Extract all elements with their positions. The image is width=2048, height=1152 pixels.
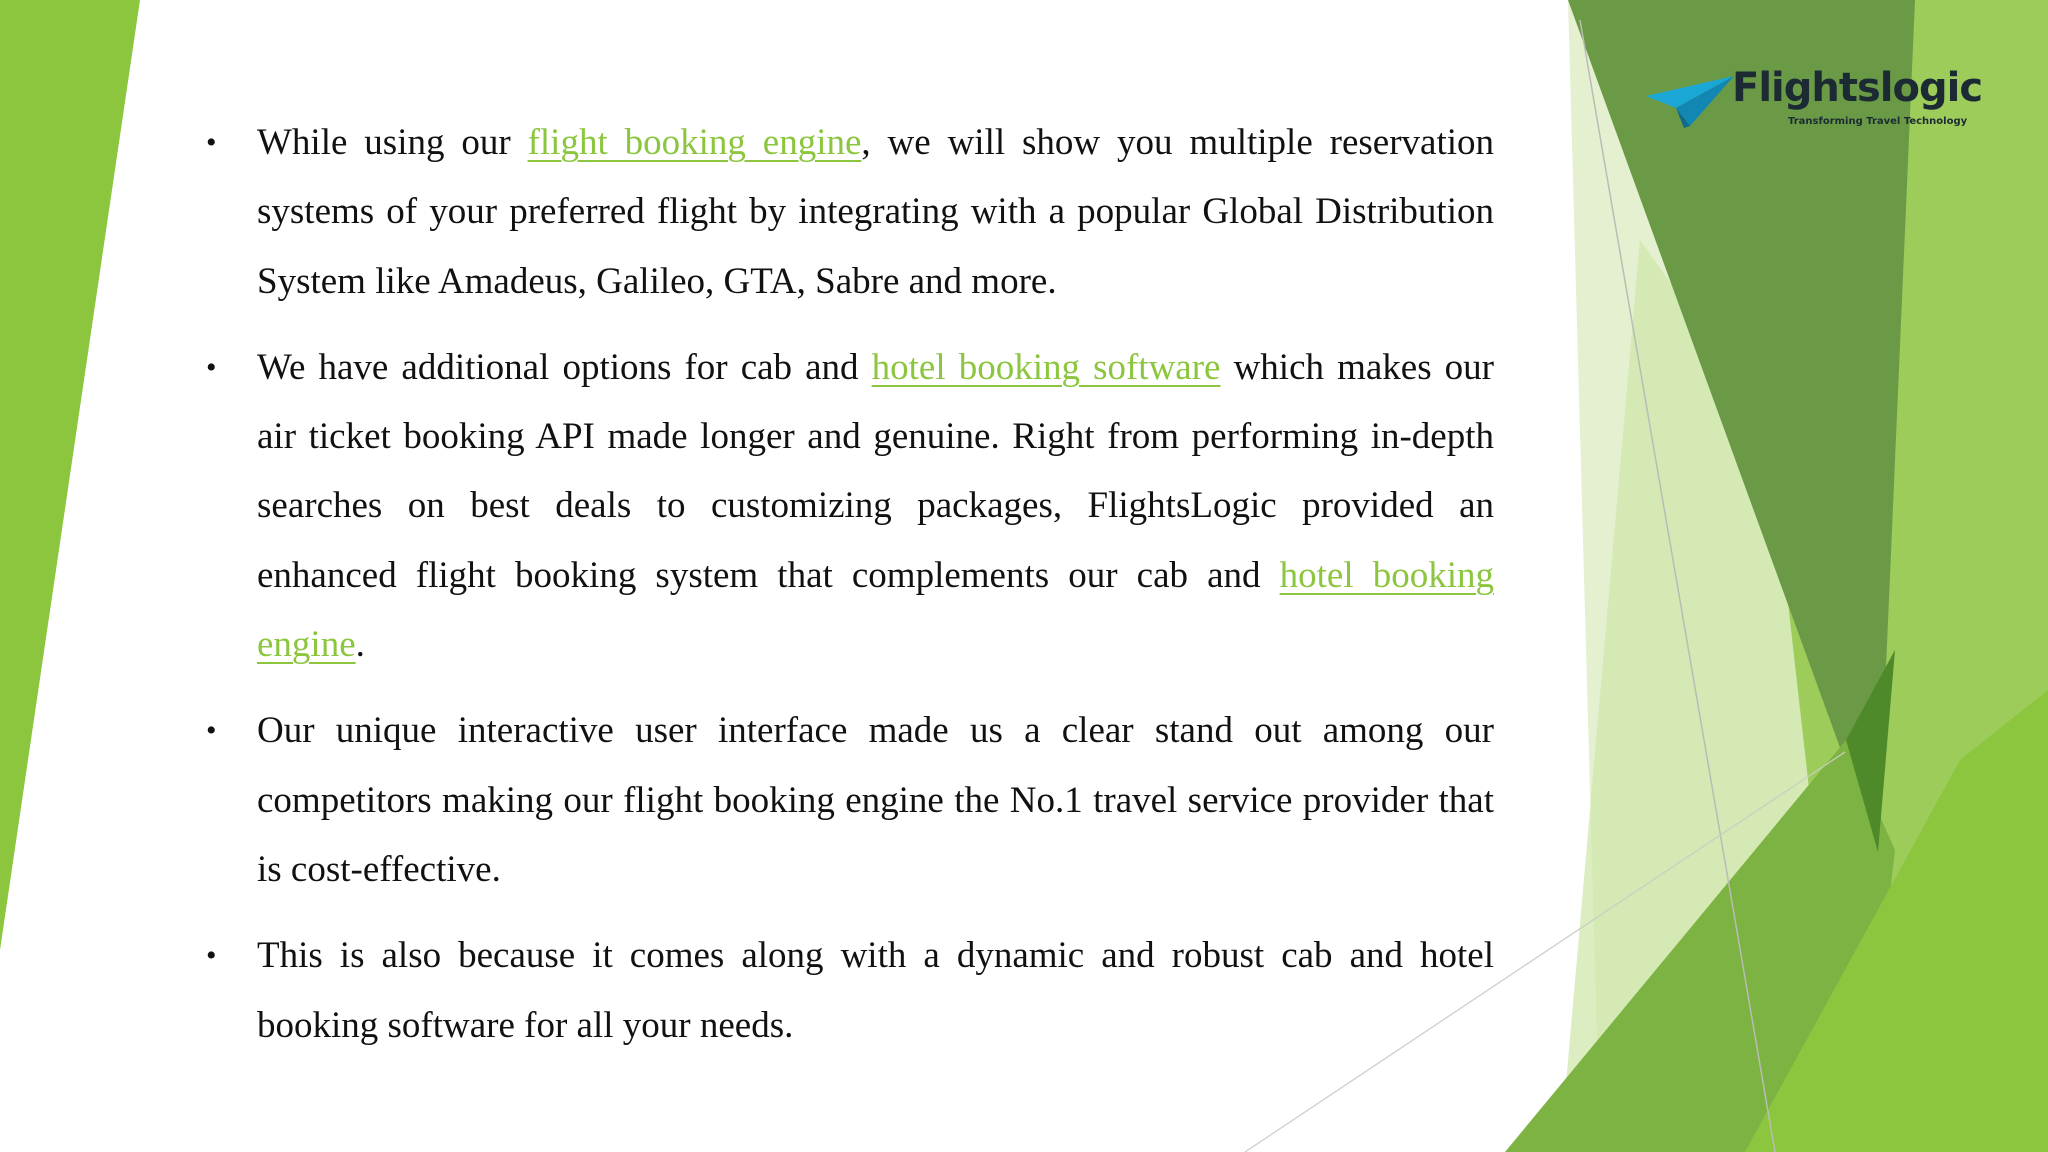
- hyperlink[interactable]: flight booking engine: [527, 122, 862, 163]
- bullet-text: We have additional options for cab and: [257, 346, 872, 388]
- bullet-dot: •: [206, 714, 217, 748]
- hyperlink[interactable]: hotel booking engine: [257, 554, 1494, 666]
- hyperlink[interactable]: hotel booking software: [871, 346, 1221, 388]
- bullet-item: [202, 333, 1494, 679]
- flightslogic-logo: [1646, 62, 1983, 132]
- bullet-dot: •: [206, 126, 217, 159]
- bullet-dot: •: [206, 350, 217, 384]
- bullet-dot: •: [206, 939, 217, 973]
- logo-tagline: Transforming Travel Technology: [1788, 116, 1968, 127]
- left-green-wedge: [0, 0, 140, 950]
- bullet-text: , we will show you multiple reservation systems of your preferred flight by integrating with a popular Global Distribution System like Amadeus, Galileo, GTA, Sabre and more.: [257, 122, 1495, 302]
- bullet-text: This is also because it comes along with a dynamic and robust cab and hotel booking software for all your needs.: [257, 935, 1494, 1046]
- bullet-item: [202, 108, 1494, 316]
- bullet-text: While using our: [257, 122, 528, 163]
- bullet-item: [202, 696, 1494, 904]
- bullet-text: .: [355, 624, 365, 666]
- logo-name: Flightslogic: [1732, 65, 1983, 111]
- bullet-text: which makes our air ticket booking API made longer and genuine. Right from performing in-depth searches on best deals to customizing packages, FlightsLogic provided an enhanced flight booking system that complements our cab and: [257, 346, 1495, 596]
- paper-plane-icon: [1646, 68, 1736, 130]
- bullet-list: [202, 108, 1494, 1077]
- bullet-item: [202, 921, 1494, 1060]
- bullet-text: Our unique interactive user interface made us a clear stand out among our competitors making our flight booking engine the No.1 travel service provider that is cost-effective.: [257, 710, 1494, 890]
